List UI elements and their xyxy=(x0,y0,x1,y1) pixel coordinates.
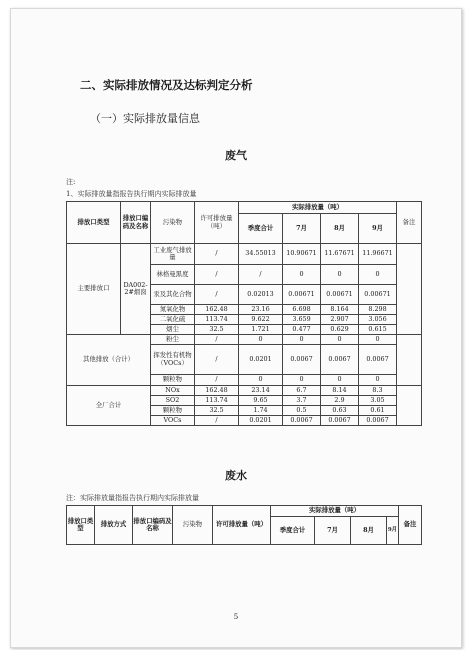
m9-cell: 0.0067 xyxy=(359,345,397,375)
pollutant-cell: 林格曼黑度 xyxy=(151,265,195,285)
document-page xyxy=(10,8,462,648)
subsection-title: （一）实际排放量信息 xyxy=(90,112,200,125)
m9-cell: 3.056 xyxy=(359,315,397,325)
col-header-pollutant: 污染物 xyxy=(151,202,195,244)
ww-col-header-actual: 实际排放量（吨） xyxy=(271,506,399,517)
remark-cell xyxy=(397,386,422,426)
permit-cell: 113.74 xyxy=(195,315,239,325)
m9-cell: 0 xyxy=(359,335,397,345)
permit-cell: 162.48 xyxy=(195,305,239,315)
col-header-m8: 8月 xyxy=(321,214,359,244)
col-header-remark: 备注 xyxy=(397,202,422,244)
m8-cell: 0.629 xyxy=(321,325,359,335)
col-header-m7: 7月 xyxy=(283,214,321,244)
m9-cell: 0.0067 xyxy=(359,416,397,426)
quarter-cell: 0 xyxy=(239,335,283,345)
waste-water-table xyxy=(66,505,422,545)
ww-col-header-quarter: 季度合计 xyxy=(271,517,315,545)
permit-cell: 113.74 xyxy=(195,396,239,406)
ww-col-header-remark: 备注 xyxy=(399,506,422,545)
ww-col-header-m7: 7月 xyxy=(315,517,351,545)
main-outlet-type: 主要排放口 xyxy=(67,244,121,335)
pollutant-cell: VOCs xyxy=(151,416,195,426)
permit-cell: 162.48 xyxy=(195,386,239,396)
col-header-code: 排放口编码及名称 xyxy=(121,202,151,244)
m8-cell: 0.63 xyxy=(321,406,359,416)
ww-col-header-m9: 9月 xyxy=(387,517,399,545)
pollutant-cell: 氮氧化物 xyxy=(151,305,195,315)
m9-cell: 0 xyxy=(359,265,397,285)
quarter-cell: 23.16 xyxy=(239,305,283,315)
permit-cell: 32.5 xyxy=(195,406,239,416)
pollutant-cell: SO2 xyxy=(151,396,195,406)
permit-cell: / xyxy=(195,345,239,375)
m7-cell: 0.0067 xyxy=(283,345,321,375)
quarter-cell: 34.55013 xyxy=(239,244,283,265)
m7-cell: 0 xyxy=(283,375,321,386)
m8-cell: 0.00671 xyxy=(321,285,359,305)
m7-cell: 0.477 xyxy=(283,325,321,335)
permit-cell: / xyxy=(195,416,239,426)
pollutant-cell: 粉尘 xyxy=(151,335,195,345)
col-header-m9: 9月 xyxy=(359,214,397,244)
ww-col-header-method: 排放方式 xyxy=(95,506,133,545)
m9-cell: 8.298 xyxy=(359,305,397,315)
quarter-cell: 0.0201 xyxy=(239,345,283,375)
waste-gas-note-1: 1、实际排放量指报告执行期内实际排放量 xyxy=(66,190,197,198)
pollutant-cell: 烟尘 xyxy=(151,325,195,335)
table-row xyxy=(67,386,422,396)
pollutant-cell: 汞及其化合物 xyxy=(151,285,195,305)
ww-col-header-m8: 8月 xyxy=(351,517,387,545)
m7-cell: 0 xyxy=(283,335,321,345)
m7-cell: 0.0067 xyxy=(283,416,321,426)
m9-cell: 3.05 xyxy=(359,396,397,406)
pollutant-cell: 颗粒物 xyxy=(151,375,195,386)
m8-cell: 0 xyxy=(321,335,359,345)
waste-water-heading: 废水 xyxy=(225,469,247,482)
ww-col-header-permit: 许可排放量（吨） xyxy=(213,506,271,545)
permit-cell: / xyxy=(195,244,239,265)
m7-cell: 6.7 xyxy=(283,386,321,396)
col-header-actual: 实际排放量（吨） xyxy=(239,202,397,214)
m8-cell: 0 xyxy=(321,265,359,285)
m8-cell: 0.0067 xyxy=(321,345,359,375)
m7-cell: 0 xyxy=(283,265,321,285)
pollutant-cell: NOx xyxy=(151,386,195,396)
m7-cell: 6.698 xyxy=(283,305,321,315)
waste-gas-heading: 废气 xyxy=(225,149,247,162)
pollutant-cell: 工业废气排放量 xyxy=(151,244,195,265)
waste-gas-note-label: 注: xyxy=(66,178,76,186)
m7-cell: 10.90671 xyxy=(283,244,321,265)
waste-water-note: 注：实际排放量指报告执行期内实际排放量 xyxy=(66,494,199,502)
quarter-cell: 9.65 xyxy=(239,396,283,406)
m8-cell: 0 xyxy=(321,375,359,386)
permit-cell: / xyxy=(195,285,239,305)
m9-cell: 8.3 xyxy=(359,386,397,396)
table-row xyxy=(67,335,422,345)
m9-cell: 0.61 xyxy=(359,406,397,416)
m7-cell: 3.7 xyxy=(283,396,321,406)
ww-col-header-pollutant: 污染物 xyxy=(173,506,213,545)
remark-cell xyxy=(397,335,422,386)
pollutant-cell: 挥发性有机物（VOCs） xyxy=(151,345,195,375)
m8-cell: 2.9 xyxy=(321,396,359,406)
table-row xyxy=(67,244,422,265)
permit-cell: / xyxy=(195,335,239,345)
quarter-cell: / xyxy=(239,265,283,285)
quarter-cell: 0.02013 xyxy=(239,285,283,305)
pollutant-cell: 二氧化硫 xyxy=(151,315,195,325)
pollutant-cell: 颗粒物 xyxy=(151,406,195,416)
m7-cell: 3.659 xyxy=(283,315,321,325)
m9-cell: 0 xyxy=(359,375,397,386)
m8-cell: 0.0067 xyxy=(321,416,359,426)
other-outlet-type: 其他排放（合计） xyxy=(67,335,151,386)
ww-col-header-type: 排放口类型 xyxy=(67,506,95,545)
permit-cell: / xyxy=(195,375,239,386)
remark-cell xyxy=(397,244,422,335)
ww-col-header-code: 排放口编码及名称 xyxy=(133,506,173,545)
m8-cell: 8.164 xyxy=(321,305,359,315)
m8-cell: 2.907 xyxy=(321,315,359,325)
main-outlet-code: DA002-2#烟囱 xyxy=(121,244,151,335)
quarter-cell: 1.721 xyxy=(239,325,283,335)
m9-cell: 0.615 xyxy=(359,325,397,335)
permit-cell: 32.5 xyxy=(195,325,239,335)
col-header-permit: 许可排放量（吨） xyxy=(195,202,239,244)
quarter-cell: 23.14 xyxy=(239,386,283,396)
col-header-type: 排放口类型 xyxy=(67,202,121,244)
page-number: 5 xyxy=(233,613,239,621)
m9-cell: 11.96671 xyxy=(359,244,397,265)
quarter-cell: 0.0201 xyxy=(239,416,283,426)
m9-cell: 0.00671 xyxy=(359,285,397,305)
plant-total-type: 全厂合计 xyxy=(67,386,151,426)
col-header-quarter: 季度合计 xyxy=(239,214,283,244)
m7-cell: 0.5 xyxy=(283,406,321,416)
section-title: 二、实际排放情况及达标判定分析 xyxy=(80,78,253,92)
m7-cell: 0.00671 xyxy=(283,285,321,305)
quarter-cell: 0 xyxy=(239,375,283,386)
permit-cell: / xyxy=(195,265,239,285)
waste-gas-table xyxy=(66,201,422,426)
m8-cell: 11.67671 xyxy=(321,244,359,265)
quarter-cell: 1.74 xyxy=(239,406,283,416)
m8-cell: 8.14 xyxy=(321,386,359,396)
quarter-cell: 9.622 xyxy=(239,315,283,325)
